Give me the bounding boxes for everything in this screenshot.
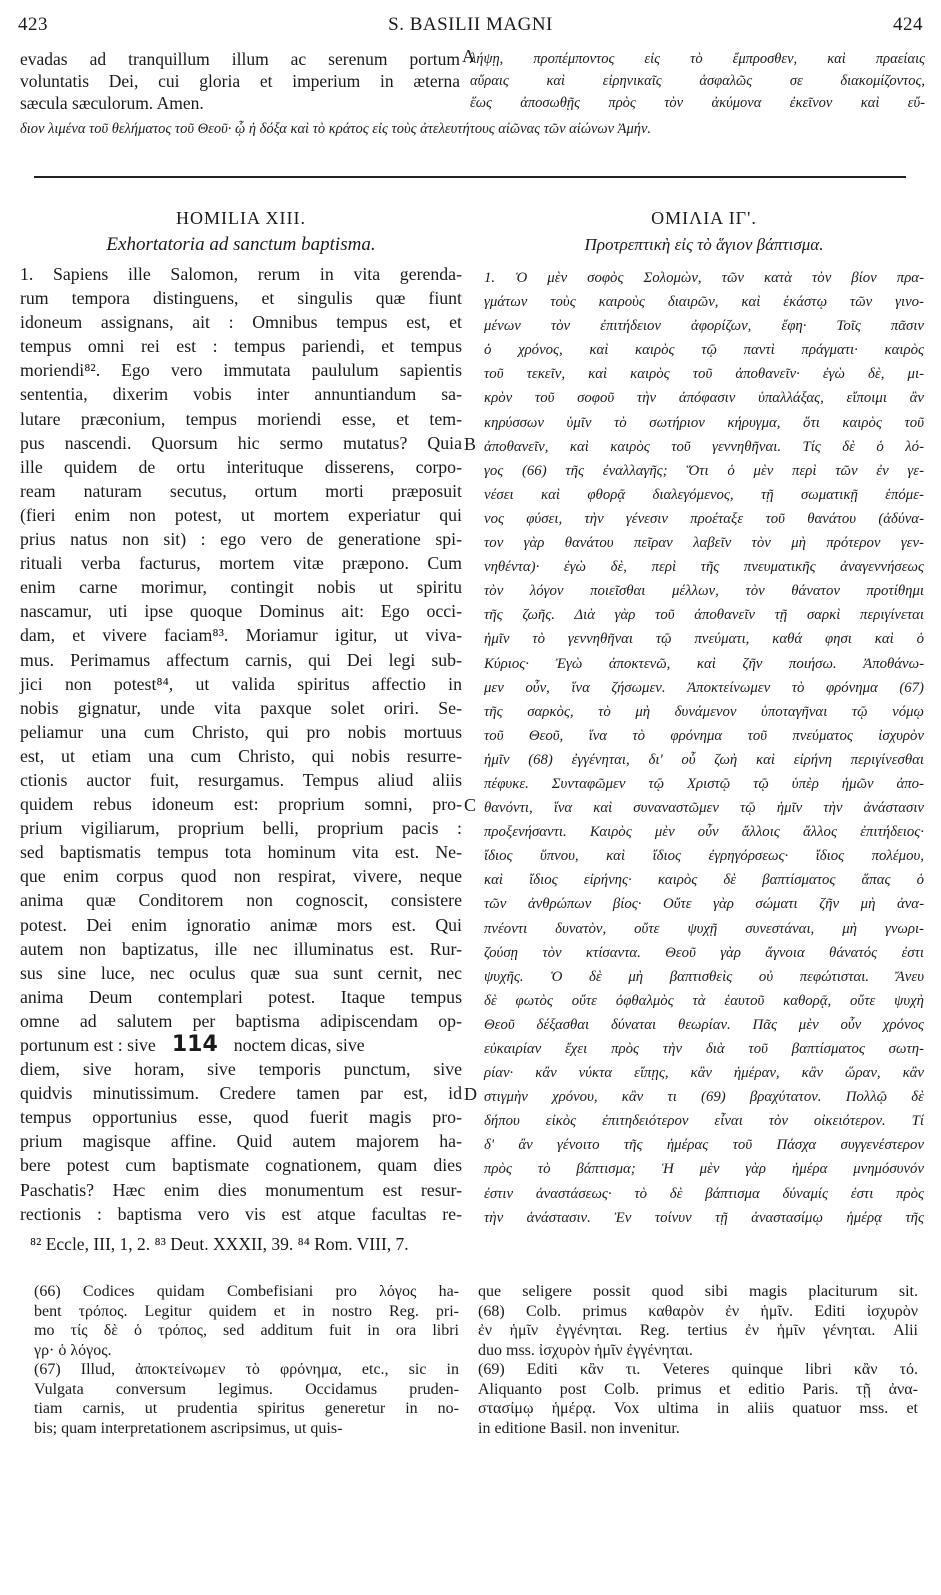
folio-number: 114 xyxy=(171,1032,218,1057)
text-line: ille quidem de ortu interituque disserens, corpo- xyxy=(20,456,462,477)
text-line: quidem rebus idoneum est: proprium somni, pro- xyxy=(20,794,462,815)
text-line: μένων τὸν ἐπιτήδειον ἀφορίζων, ἔφη· Τοῖς πᾶσιν xyxy=(484,318,924,335)
text-line: ἕως ἀποσωθῇς πρὸς τὸν ἀκύμονα ἐκεῖνον καὶ εὔ- xyxy=(470,95,925,111)
text-line: Aliquanto post Colb. primus et editio Paris. τῇ ἀνα- xyxy=(478,1380,918,1398)
text-line: στιγμὴν χρόνου, κἂν τι (69) βραχύτατον. Πολλῷ δὲ xyxy=(484,1089,924,1106)
text-line: δήπου εἰκὸς ἐπιτηδειότερον εἶναι τὸν οἰκειότερον. Τί xyxy=(484,1113,924,1130)
text-line: 1. Ὁ μὲν σοφὸς Σολομὼν, τῶν κατὰ τὸν βίον πρα- xyxy=(484,270,924,286)
homily-subtitle-latin: Exhortatoria ad sanctum baptisma. xyxy=(106,234,376,255)
text-line: καὶ ἴδιος εἰρήνης· καιρὸς δὲ βαπτίσματος ἅπας ὁ xyxy=(484,872,924,889)
text-line: bent τρόπος. Legitur quidem et in nostro Reg. pri- xyxy=(34,1302,459,1320)
text-line: πνέοντι δυνατὸν, οὔτε ψυχῇ συνεστάναι, μὴ γνωρι- xyxy=(484,920,924,937)
text-line: pus nascendi. Quorsum hic sermo mutatus? Quia xyxy=(20,432,462,453)
homily-heading-latin xyxy=(20,205,462,259)
text-line: τῆς σαρκὸς, τὸ μὴ δυνάμενον ὑποταγῆναι τῷ νόμῳ xyxy=(484,703,924,720)
latin-column xyxy=(20,262,462,1226)
running-title: S. BASILII MAGNI xyxy=(388,14,553,35)
text-line: κηρύσσων ὑμῖν τὸ σωτήριον κήρυγμα, ὅτι καιρὸς τοῦ xyxy=(484,414,924,431)
text-line: 1. Sapiens ille Salomon, rerum in vita gerenda- xyxy=(20,264,462,284)
text-line: sus sine luce, nec oculus quæ sua sunt cernit, nec xyxy=(20,962,462,983)
text-line: sententia, dixerim vobis inter annuntiandum sa- xyxy=(20,384,462,405)
text-line: dam, et vivere faciam⁸³. Moriamur igitur, ut viva- xyxy=(20,625,462,646)
page-number-right: 424 xyxy=(893,14,923,35)
text-line: anima Deum contemplari potest. Itaque tempus xyxy=(20,986,462,1007)
text-line: ream naturam secutus, ortum morti præposuit xyxy=(20,480,462,501)
text-line: ctionis auctor fuit, resurgamus. Tempus aliud aliis xyxy=(20,769,462,790)
notes-right-column xyxy=(478,1282,918,1438)
continuation-greek-full-line: διον λιμένα τοῦ θελήματος τοῦ Θεοῦ· ᾧ ἡ δόξα καὶ τὸ κράτος εἰς τοὺς ἀτελευτήτους αἰῶνας τῶν αἰώνων Ἀμήν. xyxy=(20,121,652,137)
text-fragment: noctem dicas, sive xyxy=(233,1035,365,1055)
section-divider xyxy=(34,176,906,178)
text-line: στασίμῳ ἡμέρᾳ. Vox ultima in aliis quatuor mss. et xyxy=(478,1400,918,1417)
text-line xyxy=(20,1033,462,1057)
text-line: (68) Colb. primus καθαρὸν ἐν ἡμῖν. Editi ἰσχυρὸν xyxy=(478,1302,918,1320)
text-line: (fieri enim non potest, ut mortem experiatur qui xyxy=(20,504,462,525)
text-line: quidvis minutissimum. Credere tamen par est, id xyxy=(20,1083,462,1104)
text-line: ἴδιος ὕπνου, καὶ ἴδιος ἐγρηγόρσεως· ἴδιος πολέμου, xyxy=(484,848,924,865)
text-line: bis; quam interpretationem ascripsimus, ut quis- xyxy=(34,1419,343,1437)
margin-letter-a: A xyxy=(462,46,475,66)
text-line: idoneum assignans, ait : Omnibus tempus est, et xyxy=(20,312,462,333)
text-line: πρὸς τὸ βάπτισμα; Ἡ μὲν γὰρ ἡμέρα μνημόσυνόν xyxy=(484,1161,924,1178)
text-line: εὐκαιρίαν ἔχει πρὸς τὴν διὰ τοῦ βαπτίσματος σωτη- xyxy=(484,1041,924,1057)
text-line: ὁ χρόνος, καὶ καιρὸς τῷ παντὶ πράγματι· καιρὸς xyxy=(484,342,924,359)
text-line: moriendi⁸². Ego vero immutata paululum sapientis xyxy=(20,360,462,381)
text-line: νος φύσει, τὴν γένεσιν προέταξε τοῦ θανάτου (ἀδύνα- xyxy=(484,510,924,527)
text-line: Paschatis? Hæc enim dies monumentum est resur- xyxy=(20,1179,462,1200)
text-line: προξενήσαντι. Καιρὸς μὲν οὖν ἄλλοις ἄλλος ἐπιτήδειος· xyxy=(484,824,924,841)
text-line: (66) Codices quidam Combefisiani pro λόγος ha- xyxy=(34,1283,459,1300)
homily-title-latin: HOMILIA XIII. xyxy=(176,208,306,228)
text-line: γρ· ὁ λόγος. xyxy=(34,1341,112,1359)
text-line: δ' ἂν γένοιτο τῆς ἡμέρας τοῦ Πάσχα συγγενέστερον xyxy=(484,1137,924,1154)
text-line: ἡμῖν τὸ γεννηθῆναι τῷ πνεύματι, καθά φησι καὶ ὁ xyxy=(484,631,924,648)
margin-letter-d: D xyxy=(464,1084,477,1104)
text-line: ἐν ἡμῖν ἐγγένηται. Reg. tertius ἐν ἡμῖν γένηται. Alii xyxy=(478,1322,918,1339)
text-line: nobis gignatur, unde vita paxque solet oriri. Se- xyxy=(20,697,462,718)
text-line: (67) Illud, ἀποκτείνωμεν τὸ φρόνημα, etc., sic in xyxy=(34,1361,459,1378)
text-line: potest. Dei enim ignoratio animæ mors est. Qui xyxy=(20,914,462,935)
text-line: δὲ φωτὸς οὔτε ὀφθαλμὸς τὰ ἑαυτοῦ καθορᾷ, οὔτε ψυχὴ xyxy=(484,992,924,1009)
text-line: autem non baptizatus, ille nec illuminatus est. Rur- xyxy=(20,938,462,959)
margin-letter-c: C xyxy=(464,795,477,815)
text-line: τοῦ τεκεῖν, καὶ καιρὸς τοῦ ἀποθανεῖν· ἐγὼ δὲ, μι- xyxy=(484,366,924,383)
text-line: τον γὰρ θανάτου πεῖραν λαβεῖν τὸν μὴ πρότερον γεν- xyxy=(484,535,924,552)
text-line: anima quæ Conditorem non cognoscit, consistere xyxy=(20,890,462,911)
greek-column xyxy=(484,266,924,1230)
text-line: γμάτων τοὺς καιροὺς διαιρῶν, καὶ ἑκάστῳ τῶν γινο- xyxy=(484,294,924,311)
text-line: prius natus non sit) : ego vero de generatione spi- xyxy=(20,529,462,550)
text-line: θανόντι, ἵνα καὶ συναναστῶμεν τῷ ἡμῖν τὴν ἀνάστασιν xyxy=(484,800,924,817)
homily-subtitle-greek: Προτρεπτικὴ εἰς τὸ ἅγιον βάπτισμα. xyxy=(584,235,824,254)
text-line: λήψῃ, προπέμποντος εἰς τὸ ἔμπροσθεν, καὶ πραείαις xyxy=(470,51,925,67)
text-line: tiam carnis, ut prudentia spiritus generetur in no- xyxy=(34,1400,459,1417)
text-line: γος (66) τῆς ἐναλλαγῆς; Ὅτι ὁ μὲν περὶ τῶν ἐν γε- xyxy=(484,462,924,479)
text-line: prium magisque affine. Quid autem majorem ha- xyxy=(20,1131,462,1152)
text-line: jici non potest⁸⁴, ut valida spiritus affectio in xyxy=(20,673,462,694)
text-line: voluntatis Dei, cui gloria et imperium in æterna xyxy=(20,71,460,91)
text-line: lutare præconium, tempus moriendi esse, et tem- xyxy=(20,408,462,429)
text-line: κρὸν τοῦ σοφοῦ τὴν ἀπόφασιν ὑπαλλάξας, εἴποιμι ἂν xyxy=(484,390,924,407)
text-line: que seligere possit quod sibi magis placiturum sit. xyxy=(478,1283,918,1300)
text-line: (69) Editi κἂν τι. Veteres quinque libri κἂν τό. xyxy=(478,1361,918,1378)
text-line: ρίαν· κἂν νύκτα εἴπῃς, κἂν ἡμέραν, κἂν ὥραν, κἂν xyxy=(484,1065,924,1082)
text-line: que enim corpus quod non respirat, vivere, neque xyxy=(20,866,462,887)
text-line: duo mss. ἰσχυρὸν ἡμῖν ἐγγένηται. xyxy=(478,1341,693,1359)
text-line: sæcula sæculorum. Amen. xyxy=(20,93,204,113)
text-line: ζούσῃ τὸν κτίσαντα. Θεοῦ γὰρ ἄγνοια θάνατός ἐστι xyxy=(484,944,924,961)
running-head xyxy=(18,14,923,38)
text-line: Θεοῦ δέξασθαι δύναται θεωρίαν. Πᾶς μὲν οὖν χρόνος xyxy=(484,1016,924,1033)
text-line: τῶν ἀνθρώπων βίος· Οὔτε γὰρ σώματι ζῆν μὴ ἀνα- xyxy=(484,896,924,913)
continuation-latin xyxy=(20,48,460,114)
text-line: mo τίς δὲ ὁ τρόπος, sed additum fuit in ora libri xyxy=(34,1322,459,1339)
text-line: omne ad salutem per baptisma adipiscendam op- xyxy=(20,1010,462,1031)
text-line: τὸν λόγον ποιεῖσθαι μέλλων, τὸν θάνατον προτίθημι xyxy=(484,583,924,600)
text-line: ἡμῖν (68) ἐγγένηται, δι' οὗ ζωὴ καὶ εἰρήνη περιγίνεσθαι xyxy=(484,751,924,768)
text-line: prium vigiliarum, proprium belli, proprium pacis : xyxy=(20,818,462,839)
text-line: Κύριος· Ἐγὼ ἀποκτενῶ, καὶ ζῆν ποιήσω. Ἀποθάνω- xyxy=(484,655,924,672)
page-number-left: 423 xyxy=(18,14,48,35)
text-line: rituali verba facturus, mortem vitæ præpono. Cum xyxy=(20,553,462,574)
text-line: τοῦ Θεοῦ, ἵνα τὸ φρόνημα τοῦ πνεύματος ἰσχυρὸν xyxy=(484,727,924,744)
homily-title-greek: ΟΜΙΛΙΑ ΙΓ'. xyxy=(651,208,757,228)
text-line: ἀποθανεῖν, καὶ καιρὸς τοῦ γεννηθῆναι. Τίς δὲ ὁ λό- xyxy=(484,438,924,455)
text-line: ἐστιν ἀναστάσεως· τὸ δὲ βάπτισμα δύναμίς ἐστι πρὸς xyxy=(484,1185,924,1202)
text-line: πέφυκε. Συνταφῶμεν τῷ Χριστῷ τῷ ὑπὲρ ἡμῶν ἀπο- xyxy=(484,775,924,792)
text-line: peliamur una cum Christo, qui pro nobis mortuus xyxy=(20,721,462,742)
text-line: rum tempora distinguens, et singulis quæ fiunt xyxy=(20,288,462,309)
text-line: diem, sive horam, sive temporis punctum, sive xyxy=(20,1059,462,1080)
text-line: nascamur, uti ipse quoque Dominus ait: Ego occi- xyxy=(20,601,462,622)
text-line: τὴν ἀνάστασιν. Ἐν τοίνυν τῇ ἀναστασίμῳ ἡμέρᾳ τῆς xyxy=(484,1209,924,1226)
text-line: τῆς ζωῆς. Διὰ γὰρ τοῦ ἀποθανεῖν τῇ σαρκὶ περιγίνεται xyxy=(484,607,924,624)
continuation-greek xyxy=(470,48,925,114)
text-line: mus. Perimamus affectum carnis, qui Dei legi sub- xyxy=(20,649,462,670)
text-line: in editione Basil. non invenitur. xyxy=(478,1419,680,1437)
homily-heading-greek xyxy=(484,205,924,259)
text-line: enim carne morimur, contingit nobis ut spiritu xyxy=(20,577,462,598)
text-line: rectionis : baptisma vero vis est atque facultas re- xyxy=(20,1203,462,1224)
text-fragment: portunum est : sive xyxy=(20,1035,156,1055)
text-line: μεν οὖν, ἵνα ζήσωμεν. Ἀποκτείνωμεν τὸ φρόνημα (67) xyxy=(484,679,924,696)
text-line: tempus opportunius esse, quod fuerit magis pro- xyxy=(20,1107,462,1128)
text-line: est, ut etiam una cum Christo, qui nobis resurre- xyxy=(20,745,462,766)
text-line: Vulgata conversum legimus. Occidamus pruden- xyxy=(34,1380,459,1398)
margin-letter-b: B xyxy=(464,434,477,454)
text-line: ψυχῆς. Ὁ δὲ μὴ βαπτισθεὶς οὐ πεφώτισται. Ἄνευ xyxy=(484,968,924,985)
text-line: νέσει καὶ φθορᾷ διαλεγόμενος, τῇ σωματικῇ ἑπόμε- xyxy=(484,486,924,503)
text-line: evadas ad tranquillum illum ac serenum portum xyxy=(20,49,460,69)
text-line: αὔραις καὶ εἰρηνικαῖς ἀσφαλῶς σε διακομίζοντος, xyxy=(470,73,925,89)
text-line: tempus omni rei est : tempus pariendi, et tempus xyxy=(20,336,462,357)
notes-left-column xyxy=(34,1282,459,1438)
text-line: sed baptismatis tempus tota hominum vita est. Ne- xyxy=(20,842,462,863)
scripture-references: ⁸² Eccle, III, 1, 2. ⁸³ Deut. XXXII, 39. ⁸⁴ Rom. VIII, 7. xyxy=(30,1234,409,1254)
text-line: νηθέντα)· ἐγὼ δὲ, περὶ τῆς πνευματικῆς ἀναγεννήσεως xyxy=(484,559,924,576)
text-line: bere potest cum baptismate cognationem, quam dies xyxy=(20,1155,462,1176)
